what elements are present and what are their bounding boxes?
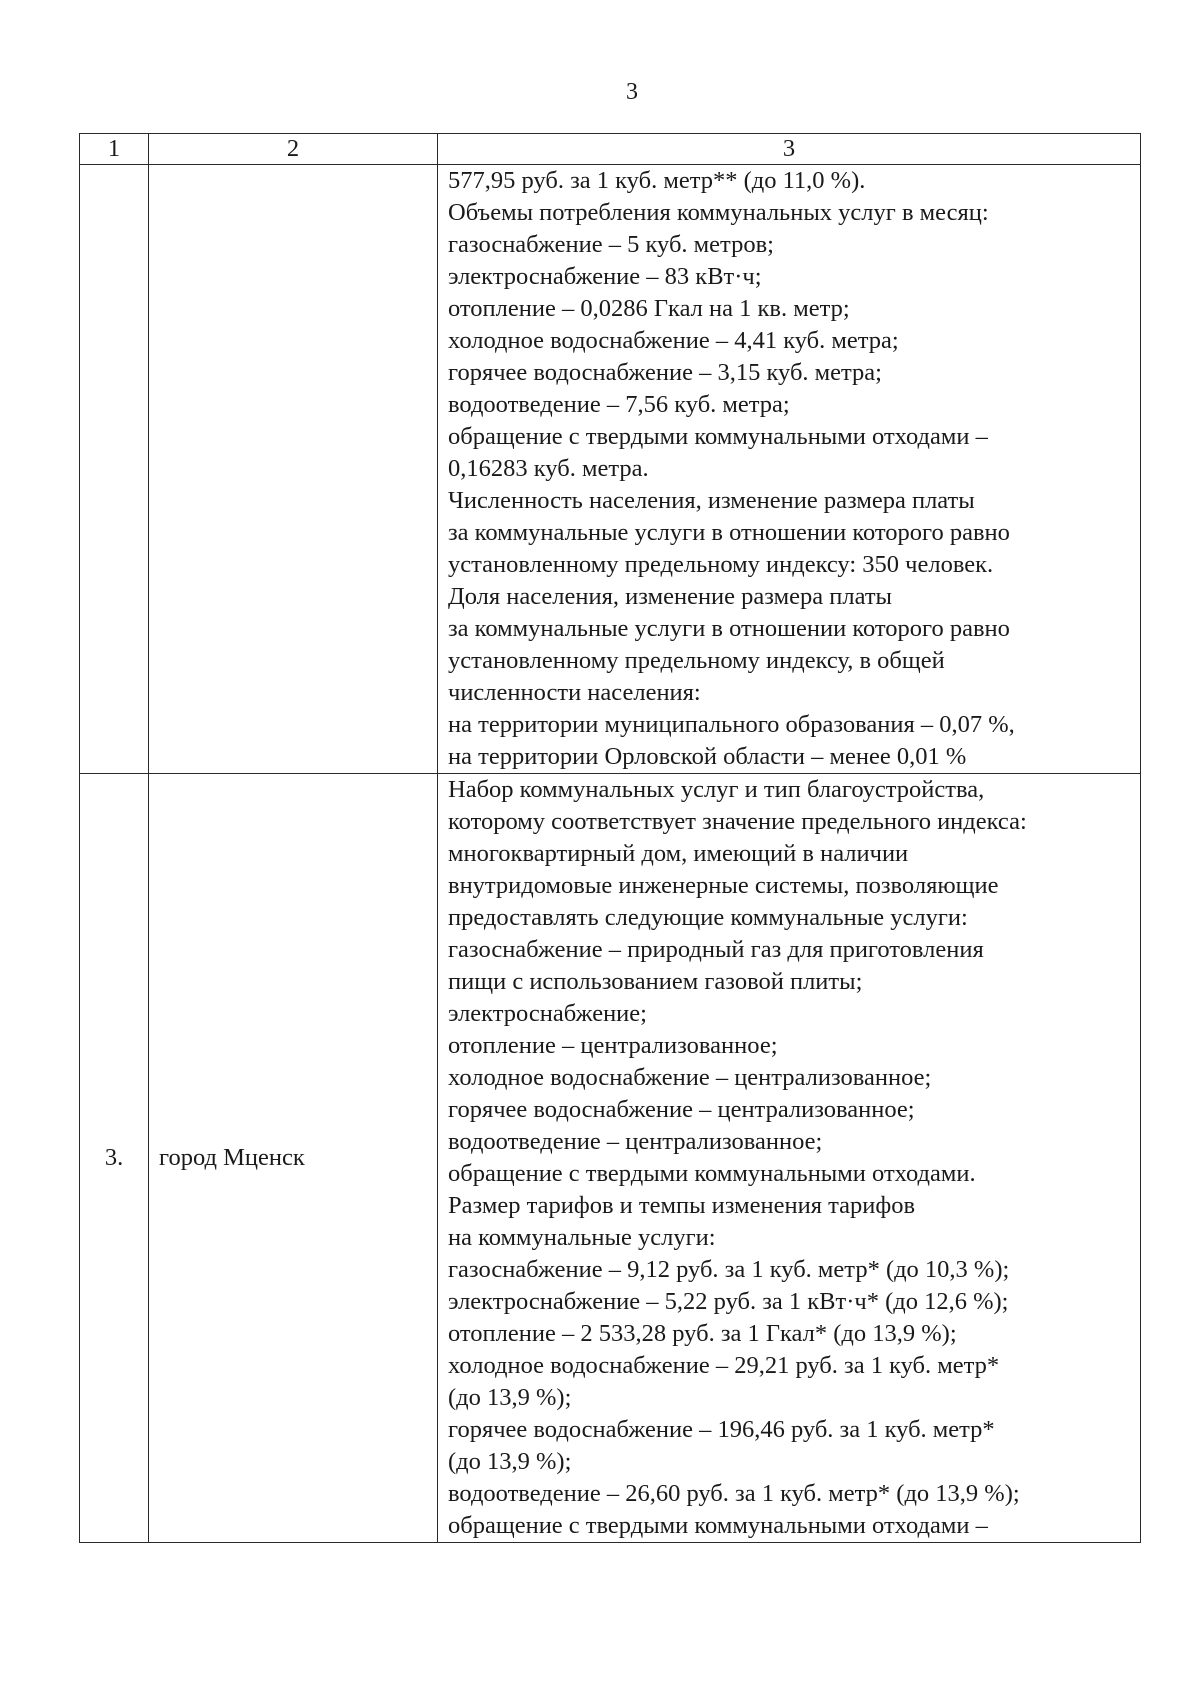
text-line: горячее водоснабжение – 3,15 куб. метра; — [448, 359, 882, 386]
text-line: Численность населения, изменение размера платы — [448, 487, 975, 514]
header-col-1: 1 — [80, 134, 149, 165]
text-line: (до 13,9 %); — [448, 1448, 572, 1475]
text-line: пищи с использованием газовой плиты; — [448, 968, 863, 995]
text-line: 577,95 руб. за 1 куб. метр** (до 11,0 %). — [448, 167, 866, 194]
text-line: горячее водоснабжение – централизованное; — [448, 1096, 915, 1123]
municipality-name: город Мценск — [149, 774, 438, 1543]
table-row — [80, 774, 1141, 1543]
text-line: газоснабжение – 9,12 руб. за 1 куб. метр* (до 10,3 %); — [448, 1256, 1010, 1283]
text-line: за коммунальные услуги в отношении которого равно — [448, 615, 1010, 642]
text-line: предоставлять следующие коммунальные услуги: — [448, 904, 968, 931]
tariff-table — [79, 133, 1141, 1543]
text-line: многоквартирный дом, имеющий в наличии — [448, 840, 909, 867]
text-line: холодное водоснабжение – 29,21 руб. за 1 куб. метр* — [448, 1352, 1000, 1379]
table-header-row — [80, 134, 1141, 165]
text-line: обращение с твердыми коммунальными отходами. — [448, 1160, 976, 1187]
text-line: Размер тарифов и темпы изменения тарифов — [448, 1192, 916, 1219]
text-line: на коммунальные услуги: — [448, 1224, 716, 1251]
header-col-2: 2 — [149, 134, 438, 165]
row-description — [438, 165, 1141, 774]
text-line: Объемы потребления коммунальных услуг в месяц: — [448, 199, 989, 226]
text-line: газоснабжение – природный газ для приготовления — [448, 936, 984, 963]
text-line: за коммунальные услуги в отношении которого равно — [448, 519, 1010, 546]
text-line: (до 13,9 %); — [448, 1384, 572, 1411]
text-line: горячее водоснабжение – 196,46 руб. за 1 куб. метр* — [448, 1416, 995, 1443]
text-line: водоотведение – 7,56 куб. метра; — [448, 391, 790, 418]
text-line: установленному предельному индексу, в общей — [448, 647, 945, 674]
header-col-3: 3 — [438, 134, 1141, 165]
text-line: численности населения: — [448, 679, 701, 706]
row-description — [438, 774, 1141, 1543]
text-line: Доля населения, изменение размера платы — [448, 583, 892, 610]
text-line: отопление – 2 533,28 руб. за 1 Гкал* (до 13,9 %); — [448, 1320, 957, 1347]
text-line: внутридомовые инженерные системы, позволяющие — [448, 872, 999, 899]
text-line: обращение с твердыми коммунальными отходами – — [448, 1512, 988, 1539]
row-number — [80, 165, 149, 774]
text-line: на территории Орловской области – менее 0,01 % — [448, 743, 967, 770]
table-row — [80, 165, 1141, 774]
text-line: 0,16283 куб. метра. — [448, 455, 649, 482]
page-number: 3 — [626, 79, 638, 105]
text-line: электроснабжение – 5,22 руб. за 1 кВт·ч* (до 12,6 %); — [448, 1288, 1009, 1315]
text-line: отопление – централизованное; — [448, 1032, 778, 1059]
text-line: отопление – 0,0286 Гкал на 1 кв. метр; — [448, 295, 850, 322]
text-line: которому соответствует значение предельного индекса: — [448, 808, 1027, 835]
text-line: газоснабжение – 5 куб. метров; — [448, 231, 774, 258]
text-line: электроснабжение; — [448, 1000, 647, 1027]
municipality-name — [149, 165, 438, 774]
text-line: установленному предельному индексу: 350 человек. — [448, 551, 994, 578]
text-line: электроснабжение – 83 кВт·ч; — [448, 263, 762, 290]
text-line: водоотведение – 26,60 руб. за 1 куб. метр* (до 13,9 %); — [448, 1480, 1020, 1507]
text-line: холодное водоснабжение – централизованное; — [448, 1064, 932, 1091]
row-number: 3. — [80, 774, 149, 1543]
text-line: холодное водоснабжение – 4,41 куб. метра; — [448, 327, 899, 354]
text-line: обращение с твердыми коммунальными отходами – — [448, 423, 988, 450]
text-line: Набор коммунальных услуг и тип благоустройства, — [448, 776, 985, 803]
text-line: на территории муниципального образования – 0,07 %, — [448, 711, 1015, 738]
text-line: водоотведение – централизованное; — [448, 1128, 823, 1155]
